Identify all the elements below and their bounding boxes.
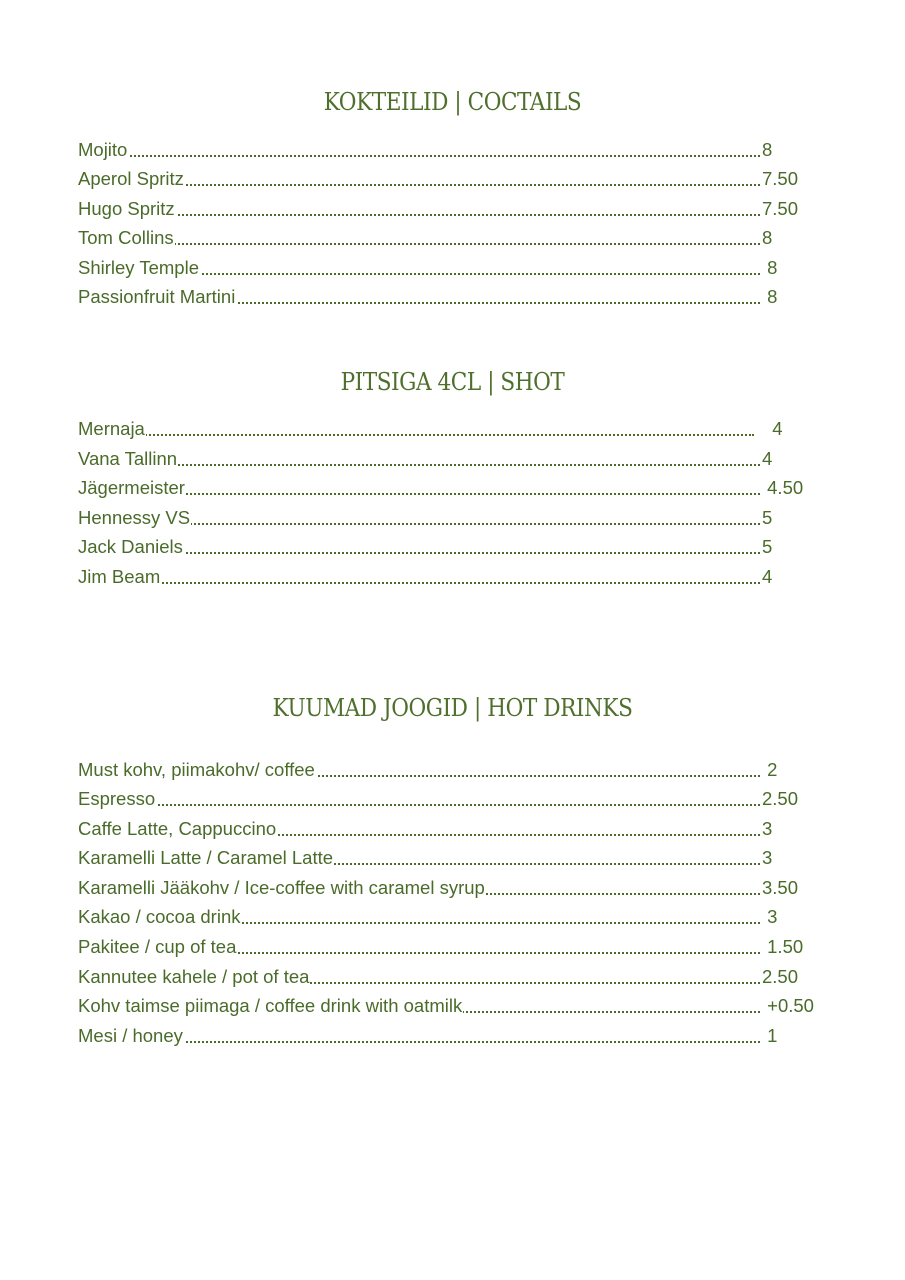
menu-item [78, 284, 838, 310]
menu-item-name: Kannutee kahele / pot of tea [78, 964, 310, 990]
menu-item-price: 8 [762, 257, 778, 278]
menu-item [78, 1023, 838, 1049]
menu-item [78, 255, 838, 281]
section-title-cocktails: KOKTEILID | COCTAILS [323, 88, 582, 116]
dot-leader [78, 243, 760, 245]
menu-item [78, 993, 838, 1019]
menu-item-name: Kakao / cocoa drink [78, 904, 241, 930]
menu-item-name: Hugo Spritz [78, 196, 176, 222]
menu-item-price: 5 [762, 507, 773, 528]
menu-item [78, 137, 838, 163]
dot-leader [78, 434, 754, 436]
menu-item-name: Pakitee / cup of tea [78, 934, 237, 960]
menu-item-price: 4.50 [762, 477, 804, 498]
menu-item [78, 196, 838, 222]
menu-item-price: 2 [762, 759, 778, 780]
menu-item-price: +0.50 [762, 995, 814, 1016]
menu-item [78, 166, 838, 192]
menu-item [78, 934, 838, 960]
menu-item-price: 2.50 [762, 966, 799, 987]
menu-item [78, 416, 838, 442]
menu-item [78, 786, 838, 812]
menu-item [78, 505, 838, 531]
menu-item-price: 8 [762, 227, 773, 248]
menu-item-price: 8 [762, 139, 773, 160]
menu-item-name: Must kohv, piimakohv/ coffee [78, 757, 316, 783]
menu-item [78, 964, 838, 990]
menu-item-name: Passionfruit Martini [78, 284, 236, 310]
menu-item-price: 4 [762, 566, 773, 587]
menu-item-price: 7.50 [762, 168, 799, 189]
menu-item-price: 3 [762, 818, 773, 839]
menu-item-name: Mojito [78, 137, 128, 163]
menu-item-price: 2.50 [762, 788, 799, 809]
menu-item [78, 904, 838, 930]
dot-leader [78, 464, 760, 466]
dot-leader [78, 804, 760, 806]
menu-item-name: Caffe Latte, Cappuccino [78, 816, 277, 842]
menu-item-name: Jack Daniels [78, 534, 184, 560]
dot-leader [78, 582, 760, 584]
menu-item-price: 5 [762, 536, 773, 557]
menu-item-name: Karamelli Latte / Caramel Latte [78, 845, 334, 871]
section-title-hot-drinks: KUUMAD JOOGID | HOT DRINKS [272, 694, 633, 722]
menu-item-price: 8 [762, 286, 778, 307]
menu-item-name: Kohv taimse piimaga / coffee drink with oatmilk [78, 993, 463, 1019]
menu-item [78, 475, 838, 501]
menu-item [78, 225, 838, 251]
menu-item-name: Jim Beam [78, 564, 161, 590]
menu-item-price: 7.50 [762, 198, 799, 219]
menu-item-price: 3 [762, 906, 778, 927]
menu-item [78, 446, 838, 472]
dot-leader [78, 214, 760, 216]
menu-item-name: Vana Tallinn [78, 446, 178, 472]
menu-item [78, 816, 838, 842]
menu-item-name: Aperol Spritz [78, 166, 185, 192]
dot-leader [78, 155, 760, 157]
menu-item-name: Hennessy VS [78, 505, 191, 531]
menu-item-price: 1.50 [762, 936, 804, 957]
menu-item-name: Mernaja [78, 416, 146, 442]
menu-item-price: 4 [762, 418, 783, 439]
menu-item [78, 757, 838, 783]
menu-item-name: Shirley Temple [78, 255, 200, 281]
menu-item [78, 534, 838, 560]
menu-item [78, 875, 838, 901]
section-title-shots: PITSIGA 4CL | SHOT [340, 368, 565, 396]
menu-item-name: Karamelli Jääkohv / Ice-coffee with caramel syrup [78, 875, 486, 901]
menu-item-price: 1 [762, 1025, 778, 1046]
menu-item [78, 564, 838, 590]
menu-item-price: 4 [762, 448, 773, 469]
menu-item-name: Tom Collins [78, 225, 175, 251]
menu-item-price: 3.50 [762, 877, 799, 898]
menu-item-name: Espresso [78, 786, 156, 812]
menu-item-price: 3 [762, 847, 773, 868]
menu-item-name: Mesi / honey [78, 1023, 184, 1049]
menu-item [78, 845, 838, 871]
menu-item-name: Jägermeister [78, 475, 186, 501]
